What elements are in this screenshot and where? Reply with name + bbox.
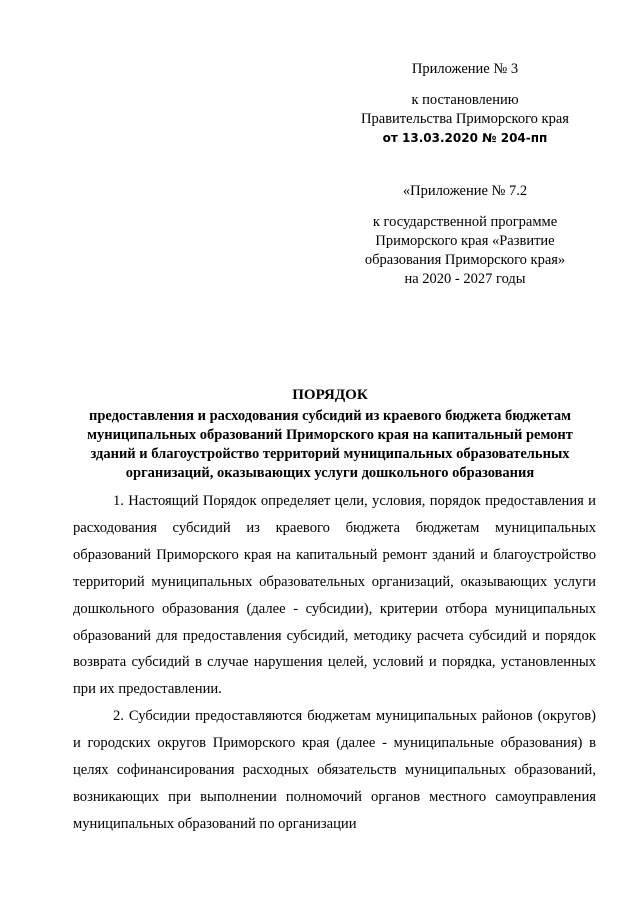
document-body [73,488,596,838]
inner-appendix-number: «Приложение № 7.2 [402,183,528,199]
appendix-header [340,60,590,148]
appendix-number: Приложение № 3 [411,61,519,77]
title-line-3: зданий и благоустройство территорий муниципальных образовательных [90,446,570,462]
title-line-2: муниципальных образований Приморского края на капитальный ремонт [87,427,573,443]
to-resolution: к постановлению [411,92,519,108]
program-name-line-2: образования Приморского края» [364,252,566,268]
title-line-4: организаций, оказывающих услуги дошкольного образования [125,465,535,481]
program-years: на 2020 - 2027 годы [404,271,526,287]
paragraph-1: 1. Настоящий Порядок определяет цели, условия, порядок предоставления и расходования субсидий из краевого бюджета бюджетам муниципальных образований Приморского края на капитальный ремонт зданий и благоустройство территорий муниципальных образовательных организаций, оказывающих услуги дошкольного образования (далее - субсидии), критерии отбора муниципальных образований для предоставления субсидий, методику расчета субсидий и порядок возврата субсидий в случае нарушения целей, условий и порядка, установленных при их предоставлении. [73,493,596,698]
program-name-line-1: Приморского края «Развитие [375,233,555,249]
resolution-date-stamp: от 13.03.2020 № 204-пп [382,131,548,145]
government-name: Правительства Приморского края [361,111,569,127]
inner-appendix-header [340,182,590,289]
title-main: ПОРЯДОК [292,387,368,403]
title-line-1: предоставления и расходования субсидий из краевого бюджета бюджетам [89,408,571,424]
document-title [60,386,600,483]
to-program: к государственной программе [372,214,558,230]
paragraph-2: 2. Субсидии предоставляются бюджетам муниципальных районов (округов) и городских округов Приморского края (далее - муниципальные образования) в целях софинансирования расходных обязательств муниципальных образований, возникающих при выполнении полномочий органов местного самоуправления муниципальных образований по организации [73,708,596,832]
